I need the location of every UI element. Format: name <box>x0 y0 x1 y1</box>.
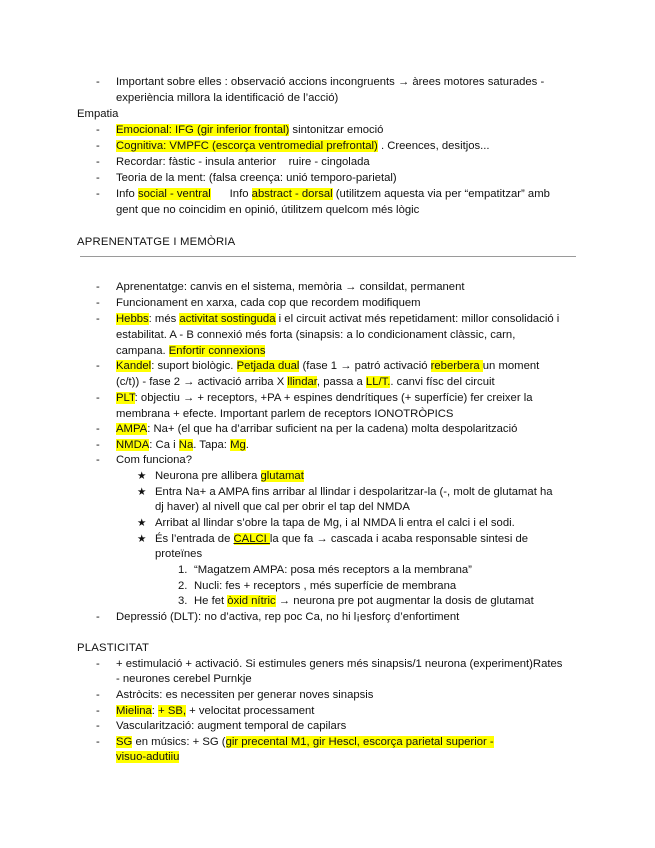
bullet: - <box>96 439 100 451</box>
list-item-cognitiva: Cognitiva: VMPFC (escorça ventromedial prefrontal) . Creences, desitjos... <box>116 140 490 152</box>
sub-item-calci: És l’entrada de CALCI la que fa → cascada i acaba responsable sintesi de <box>155 533 529 545</box>
list-item-teoria-ment: Teoria de la ment: (falsa creença: unió temporo-parietal) <box>116 172 397 184</box>
number-marker: 1. <box>178 564 188 576</box>
bullet: - <box>96 124 100 136</box>
list-item-hebbs-line-3: campana. Enfortir connexions <box>116 345 266 357</box>
bullet: - <box>96 297 100 309</box>
section-title-aprenentatge: APRENENTATGE I MEMÒRIA <box>77 236 236 248</box>
section-divider <box>80 256 576 257</box>
numbered-item-1: “Magatzem AMPA: posa més receptors a la membrana” <box>194 564 472 576</box>
numbered-item-2: Nucli: fes + receptors , més superfície de membrana <box>194 580 457 592</box>
bullet: - <box>96 76 100 88</box>
sub-item-ampa-llindar: Entra Na+ a AMPA fins arribar al llindar i despolaritzar-la (-, molt de glutamat ha <box>155 486 553 498</box>
list-item-estimulacio: + estimulació + activació. Si estimules geners més sinapsis/1 neurona (experiment)Rates <box>116 658 563 670</box>
list-item-astrocits: Astròcits: es necessiten per generar noves sinapsis <box>116 689 374 701</box>
bullet: - <box>96 140 100 152</box>
bullet: - <box>96 423 100 435</box>
number-marker: 3. <box>178 595 188 607</box>
list-item-recordar: Recordar: fàstic - insula anterior ruire - cingolada <box>116 156 370 168</box>
bullet: - <box>96 689 100 701</box>
star-bullet-icon: ★ <box>137 486 147 498</box>
list-item-aprenentatge: Aprenentatge: canvis en el sistema, memòria → consildat, permanent <box>116 281 465 293</box>
bullet: - <box>96 658 100 670</box>
list-item-depressio: Depressió (DLT): no d’activa, rep poc Ca, no hi l¡esforç d’enfortiment <box>116 611 460 623</box>
number-marker: 2. <box>178 580 188 592</box>
list-item-info: Info social - ventral Info abstract - dorsal (utilitzem aquesta via per “empatitzar” amb <box>116 188 550 200</box>
star-bullet-icon: ★ <box>137 517 147 529</box>
list-item-plt-line-2: membrana + efecte. Important parlem de receptors IONOTRÒPICS <box>116 408 454 420</box>
sub-item-ampa-llindar-line-2: dj haver) al nivell que cal per obrir el tap del NMDA <box>155 501 410 513</box>
sub-item-calci-line-2: proteïnes <box>155 548 203 560</box>
list-item-com-funciona: Com funciona? <box>116 454 192 466</box>
list-item-mielina: Mielina: + SB, + velocitat processament <box>116 705 315 717</box>
bullet: - <box>96 736 100 748</box>
bullet: - <box>96 313 100 325</box>
list-item-hebbs-line-2: estabilitat. A - B connexió més forta (sinapsis: a lo condicionament clàssic, carn, <box>116 329 516 341</box>
list-item-plt: PLT: objectiu → + receptors, +PA + espines dendrítiques (+ superfície) fer creixer la <box>116 392 533 404</box>
bullet: - <box>96 281 100 293</box>
numbered-item-3: He fet òxid nítric → neurona pre pot augmentar la dosis de glutamat <box>194 595 534 607</box>
list-item-vascularitzacio: Vascularització: augment temporal de capilars <box>116 720 347 732</box>
list-item-estimulacio-line-2: - neurones cerebel Purnkje <box>116 673 252 685</box>
list-item-info-line-2: gent que no coincidim en opinió, útilitzem quelcom més lògic <box>116 204 420 216</box>
list-item-ampa: AMPA: Na+ (el que ha d’arribar suficient na per la cadena) molta despolarització <box>116 423 518 435</box>
bullet: - <box>96 172 100 184</box>
star-bullet-icon: ★ <box>137 470 147 482</box>
list-item-kandel-line-2: (c/t)) - fase 2 → activació arriba X llindar, passa a LL/T.. canvi físc del circuit <box>116 376 495 388</box>
sub-item-glutamat: Neurona pre allibera glutamat <box>155 470 304 482</box>
top-item-line-1: Important sobre elles : observació accions incongruents → àrees motores saturades - <box>116 76 545 88</box>
list-item-sg-musics-line-2: visuo-adutiiu <box>116 751 180 763</box>
bullet: - <box>96 360 100 372</box>
sub-item-tapa-mg: Arribat al llindar s’obre la tapa de Mg, i al NMDA li entra el calci i el sodi. <box>155 517 515 529</box>
top-item-line-2: experiència millora la identificació de l’acció) <box>116 92 339 104</box>
list-item-hebbs: Hebbs: més activitat sostinguda i el circuit activat més repetidament: millor consolidació i <box>116 313 560 325</box>
bullet: - <box>96 188 100 200</box>
list-item-funcionament: Funcionament en xarxa, cada cop que recordem modifiquem <box>116 297 421 309</box>
list-item-nmda: NMDA: Ca i Na. Tapa: Mg. <box>116 439 249 451</box>
bullet: - <box>96 392 100 404</box>
star-bullet-icon: ★ <box>137 533 147 545</box>
section-title-empatia: Empatia <box>77 108 119 120</box>
section-title-plasticitat: PLASTICITAT <box>77 642 150 654</box>
bullet: - <box>96 454 100 466</box>
list-item-sg-musics: SG en músics: + SG (gir precental M1, gir Hescl, escorça parietal superior - <box>116 736 494 748</box>
bullet: - <box>96 705 100 717</box>
bullet: - <box>96 156 100 168</box>
list-item-emocional: Emocional: IFG (gir inferior frontal) sintonitzar emoció <box>116 124 384 136</box>
bullet: - <box>96 720 100 732</box>
list-item-kandel: Kandel: suport biològic. Petjada dual (fase 1 → patró activació reberbera un moment <box>116 360 540 372</box>
bullet: - <box>96 611 100 623</box>
